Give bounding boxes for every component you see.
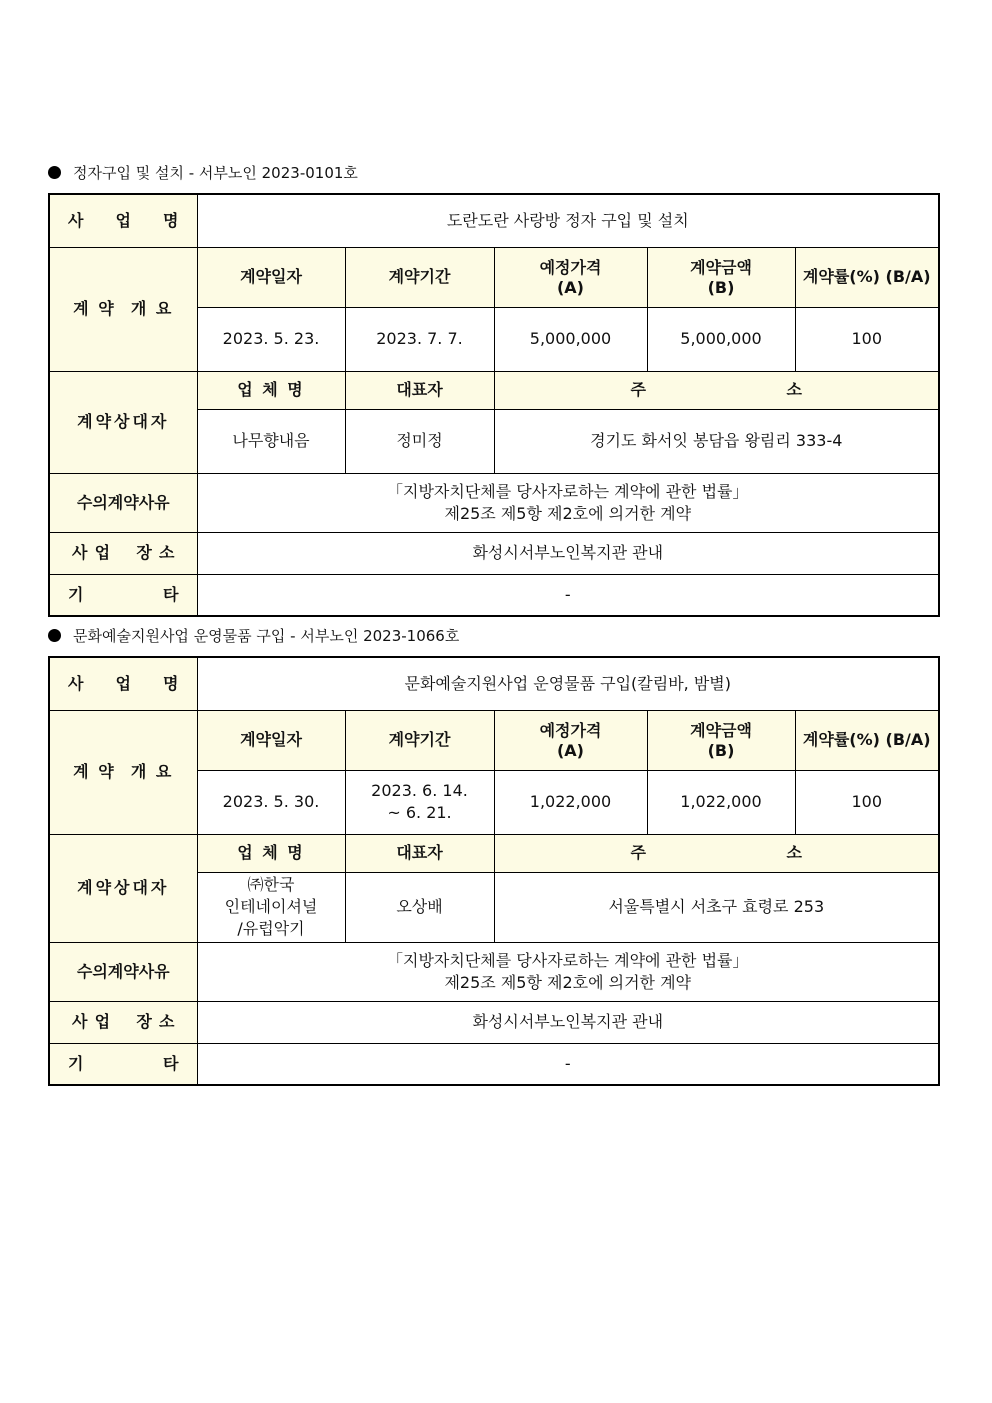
address-header: 주 소 [494,834,939,872]
place-label: 사 업 장 소 [49,532,197,574]
reason-value: 「지방자치단체를 당사자로하는 계약에 관한 법률」 제25조 제5항 제2호에 의거한 계약 [197,942,939,1001]
representative-value: 정미정 [345,409,494,473]
place-label: 사 업 장 소 [49,1001,197,1043]
project-name-label: 사 업 명 [49,194,197,247]
reason-value: 「지방자치단체를 당사자로하는 계약에 관한 법률」 제25조 제5항 제2호에 의거한 계약 [197,473,939,532]
address-header: 주 소 [494,371,939,409]
company-header: 업 체 명 [197,371,345,409]
address-value: 서울특별시 서초구 효령로 253 [494,872,939,942]
estimated-price-value: 1,022,000 [494,770,647,834]
contract-date-value: 2023. 5. 23. [197,307,345,371]
bullet-icon [48,166,61,179]
contract-table [48,193,940,617]
place-value: 화성시서부노인복지관 관내 [197,1001,939,1043]
company-value: ㈜한국 인테네이셔널 /유럽악기 [197,872,345,942]
contract-period-value: 2023. 6. 14. ~ 6. 21. [345,770,494,834]
contract-date-value: 2023. 5. 30. [197,770,345,834]
reason-label: 수의계약사유 [49,473,197,532]
contract-amount-value: 5,000,000 [647,307,795,371]
contract-amount-header: 계약금액 (B) [647,710,795,770]
representative-value: 오상배 [345,872,494,942]
etc-value: - [197,1043,939,1085]
section-title [48,162,358,183]
company-header: 업 체 명 [197,834,345,872]
company-value: 나무향내음 [197,409,345,473]
section-title [48,625,459,646]
contract-period-header: 계약기간 [345,710,494,770]
project-name-value: 문화예술지원사업 운영물품 구입(칼림바, 밤별) [197,657,939,710]
estimated-price-value: 5,000,000 [494,307,647,371]
place-value: 화성시서부노인복지관 관내 [197,532,939,574]
contract-date-header: 계약일자 [197,247,345,307]
etc-value: - [197,574,939,616]
representative-header: 대표자 [345,834,494,872]
contract-rate-header: 계약률(%) (B/A) [795,710,939,770]
project-name-label: 사 업 명 [49,657,197,710]
representative-header: 대표자 [345,371,494,409]
contract-table [48,656,940,1086]
counterparty-label: 계약상대자 [49,371,197,473]
section-title-text: 문화예술지원사업 운영물품 구입 - 서부노인 2023-1066호 [73,627,460,645]
contract-rate-value: 100 [795,307,939,371]
estimated-price-header: 예정가격 (A) [494,710,647,770]
section-title-text: 정자구입 및 설치 - 서부노인 2023-0101호 [73,164,358,182]
etc-label: 기 타 [49,574,197,616]
contract-date-header: 계약일자 [197,710,345,770]
bullet-icon [48,629,61,642]
contract-period-header: 계약기간 [345,247,494,307]
contract-period-value: 2023. 7. 7. [345,307,494,371]
contract-amount-header: 계약금액 (B) [647,247,795,307]
contract-rate-header: 계약률(%) (B/A) [795,247,939,307]
estimated-price-header: 예정가격 (A) [494,247,647,307]
etc-label: 기 타 [49,1043,197,1085]
reason-label: 수의계약사유 [49,942,197,1001]
address-value: 경기도 화서잇 봉담읍 왕림리 333-4 [494,409,939,473]
overview-label: 계 약 개 요 [49,247,197,371]
project-name-value: 도란도란 사랑방 정자 구입 및 설치 [197,194,939,247]
counterparty-label: 계약상대자 [49,834,197,942]
contract-amount-value: 1,022,000 [647,770,795,834]
contract-rate-value: 100 [795,770,939,834]
overview-label: 계 약 개 요 [49,710,197,834]
